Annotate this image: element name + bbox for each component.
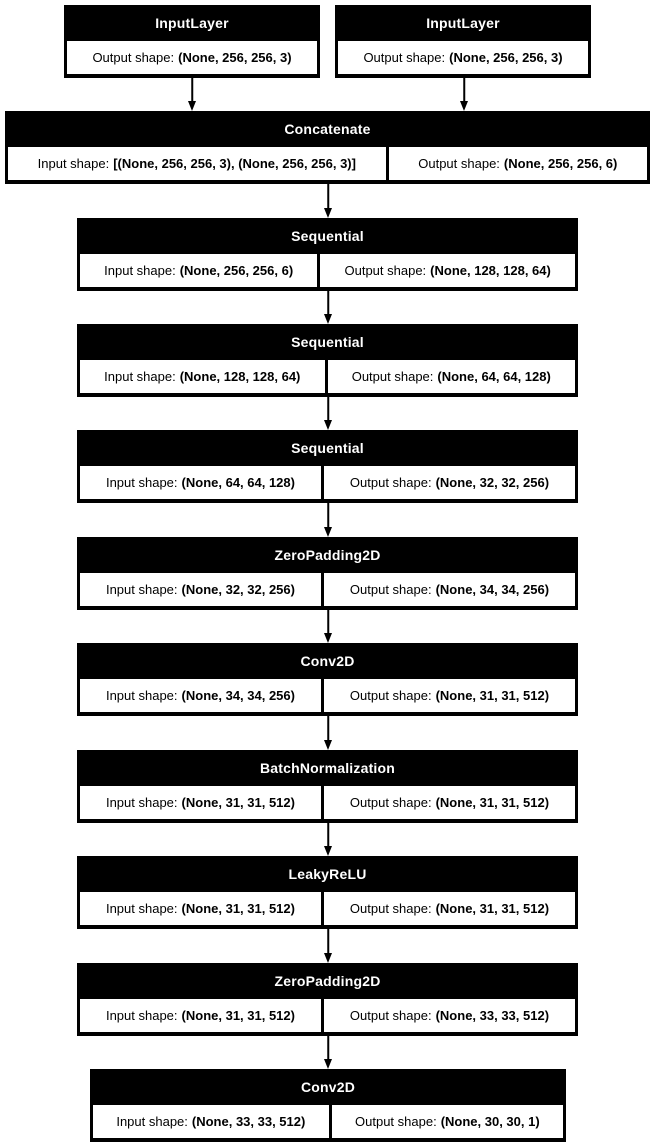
layer-shapes — [80, 679, 575, 712]
layer-name: InputLayer — [155, 15, 229, 31]
layer-node-conv2d-2 — [90, 1069, 566, 1142]
output-shape-cell — [320, 254, 575, 287]
shape-label: Input shape: — [116, 1114, 188, 1129]
layer-node-batchnormalization — [77, 750, 578, 823]
shape-value: (None, 31, 31, 512) — [435, 688, 550, 703]
shape-value: (None, 32, 32, 256) — [435, 475, 550, 490]
edge-arrow-conv2d1-to-batchnorm — [323, 716, 333, 750]
layer-node-inputlayer-1 — [64, 5, 320, 78]
edge-arrow-leakyrelu-to-zeropadding2 — [323, 929, 333, 963]
layer-shapes — [80, 360, 575, 393]
output-shape-cell — [389, 147, 647, 180]
edge-arrow-sequential1-to-sequential2 — [323, 291, 333, 324]
edge-line — [463, 78, 465, 101]
shape-label: Input shape: — [105, 1008, 178, 1023]
shape-value: (None, 30, 30, 1) — [440, 1114, 540, 1129]
edge-arrow-sequential3-to-zeropadding1 — [323, 503, 333, 537]
shape-label: Output shape: — [349, 795, 432, 810]
shape-value: (None, 64, 64, 128) — [181, 475, 295, 490]
shape-value: (None, 31, 31, 512) — [435, 901, 550, 916]
edge-line — [327, 503, 329, 527]
shape-value: (None, 32, 32, 256) — [181, 582, 295, 597]
layer-node-sequential-1 — [77, 218, 578, 291]
layer-name: Conv2D — [300, 1079, 356, 1095]
shape-label: Input shape: — [104, 369, 176, 384]
input-shape-cell — [8, 147, 386, 180]
edge-line — [327, 1036, 329, 1059]
edge-line — [327, 929, 329, 953]
layer-shapes — [80, 892, 575, 925]
shape-label: Input shape: — [105, 688, 178, 703]
shape-label: Output shape: — [355, 1114, 437, 1129]
output-shape-cell — [324, 786, 575, 819]
layer-name: InputLayer — [426, 15, 500, 31]
layer-shapes — [80, 466, 575, 499]
edge-arrow-input2-to-concatenate — [459, 78, 469, 111]
input-shape-cell — [80, 892, 321, 925]
shape-label: Output shape: — [418, 156, 500, 171]
shape-value: (None, 64, 64, 128) — [437, 369, 551, 384]
shape-label: Input shape: — [105, 795, 178, 810]
shape-value: (None, 256, 256, 6) — [503, 156, 618, 171]
layer-name: Concatenate — [284, 121, 371, 137]
edge-line — [191, 78, 193, 101]
layer-name: BatchNormalization — [259, 760, 396, 776]
input-shape-cell — [80, 466, 321, 499]
shape-label: Input shape: — [105, 901, 178, 916]
input-shape-cell — [80, 360, 325, 393]
arrowhead-down-icon — [324, 527, 332, 537]
layer-shapes — [338, 41, 588, 74]
edge-line — [327, 184, 329, 208]
input-shape-cell — [80, 679, 321, 712]
shape-value: (None, 33, 33, 512) — [435, 1008, 550, 1023]
edge-arrow-zeropadding2-to-conv2d2 — [323, 1036, 333, 1069]
shape-value: [(None, 256, 256, 3), (None, 256, 256, 3)] — [113, 156, 356, 171]
input-shape-cell — [80, 999, 321, 1032]
shape-value: (None, 31, 31, 512) — [181, 1008, 295, 1023]
layer-shapes — [80, 999, 575, 1032]
input-shape-cell — [80, 254, 317, 287]
edge-line — [327, 397, 329, 420]
shape-label: Output shape: — [344, 263, 427, 278]
input-shape-cell — [80, 573, 321, 606]
edge-line — [327, 610, 329, 633]
output-shape-cell — [324, 573, 575, 606]
layer-name: ZeroPadding2D — [274, 973, 381, 989]
layer-shapes — [93, 1105, 563, 1138]
output-shape-cell — [67, 41, 317, 74]
shape-label: Output shape: — [363, 50, 446, 65]
shape-label: Output shape: — [349, 1008, 432, 1023]
layer-node-zeropadding2d-1 — [77, 537, 578, 610]
layer-node-leakyrelu — [77, 856, 578, 929]
layer-name: Conv2D — [300, 653, 355, 669]
edge-arrow-concatenate-to-sequential1 — [323, 184, 333, 218]
output-shape-cell — [324, 999, 575, 1032]
shape-label: Output shape: — [92, 50, 175, 65]
edge-arrow-input1-to-concatenate — [187, 78, 197, 111]
arrowhead-down-icon — [188, 101, 196, 111]
arrowhead-down-icon — [460, 101, 468, 111]
arrowhead-down-icon — [324, 420, 332, 430]
layer-shapes — [80, 254, 575, 287]
layer-node-sequential-2 — [77, 324, 578, 397]
shape-value: (None, 34, 34, 256) — [181, 688, 295, 703]
edge-arrow-zeropadding1-to-conv2d1 — [323, 610, 333, 643]
output-shape-cell — [328, 360, 575, 393]
layer-shapes — [8, 147, 647, 180]
shape-label: Output shape: — [349, 582, 432, 597]
arrowhead-down-icon — [324, 633, 332, 643]
output-shape-cell — [324, 466, 575, 499]
edge-arrow-batchnorm-to-leakyrelu — [323, 823, 333, 856]
shape-label: Input shape: — [104, 263, 176, 278]
layer-name: Sequential — [291, 334, 364, 350]
arrowhead-down-icon — [324, 314, 332, 324]
arrowhead-down-icon — [324, 740, 332, 750]
shape-label: Output shape: — [349, 901, 432, 916]
layer-node-conv2d-1 — [77, 643, 578, 716]
shape-value: (None, 256, 256, 3) — [449, 50, 563, 65]
output-shape-cell — [324, 679, 575, 712]
edge-line — [327, 291, 329, 314]
shape-value: (None, 128, 128, 64) — [179, 369, 301, 384]
output-shape-cell — [332, 1105, 563, 1138]
edge-arrow-sequential2-to-sequential3 — [323, 397, 333, 430]
shape-label: Input shape: — [105, 582, 178, 597]
shape-value: (None, 256, 256, 6) — [179, 263, 294, 278]
shape-label: Input shape: — [105, 475, 178, 490]
shape-label: Output shape: — [349, 688, 432, 703]
layer-node-inputlayer-2 — [335, 5, 591, 78]
shape-value: (None, 31, 31, 512) — [181, 795, 295, 810]
layer-node-concatenate — [5, 111, 650, 184]
shape-value: (None, 31, 31, 512) — [181, 901, 295, 916]
shape-label: Input shape: — [37, 156, 110, 171]
shape-value: (None, 34, 34, 256) — [435, 582, 550, 597]
layer-node-sequential-3 — [77, 430, 578, 503]
shape-label: Output shape: — [351, 369, 434, 384]
layer-shapes — [67, 41, 317, 74]
input-shape-cell — [93, 1105, 329, 1138]
shape-value: (None, 128, 128, 64) — [430, 263, 551, 278]
layer-shapes — [80, 786, 575, 819]
output-shape-cell — [324, 892, 575, 925]
input-shape-cell — [80, 786, 321, 819]
layer-name: LeakyReLU — [288, 866, 367, 882]
shape-value: (None, 33, 33, 512) — [191, 1114, 306, 1129]
edge-line — [327, 716, 329, 740]
arrowhead-down-icon — [324, 953, 332, 963]
layer-shapes — [80, 573, 575, 606]
shape-value: (None, 256, 256, 3) — [178, 50, 292, 65]
shape-value: (None, 31, 31, 512) — [435, 795, 550, 810]
layer-name: Sequential — [291, 440, 364, 456]
arrowhead-down-icon — [324, 1059, 332, 1069]
layer-name: ZeroPadding2D — [274, 547, 381, 563]
shape-label: Output shape: — [349, 475, 432, 490]
layer-node-zeropadding2d-2 — [77, 963, 578, 1036]
output-shape-cell — [338, 41, 588, 74]
layer-name: Sequential — [291, 228, 364, 244]
edge-line — [327, 823, 329, 846]
arrowhead-down-icon — [324, 846, 332, 856]
arrowhead-down-icon — [324, 208, 332, 218]
